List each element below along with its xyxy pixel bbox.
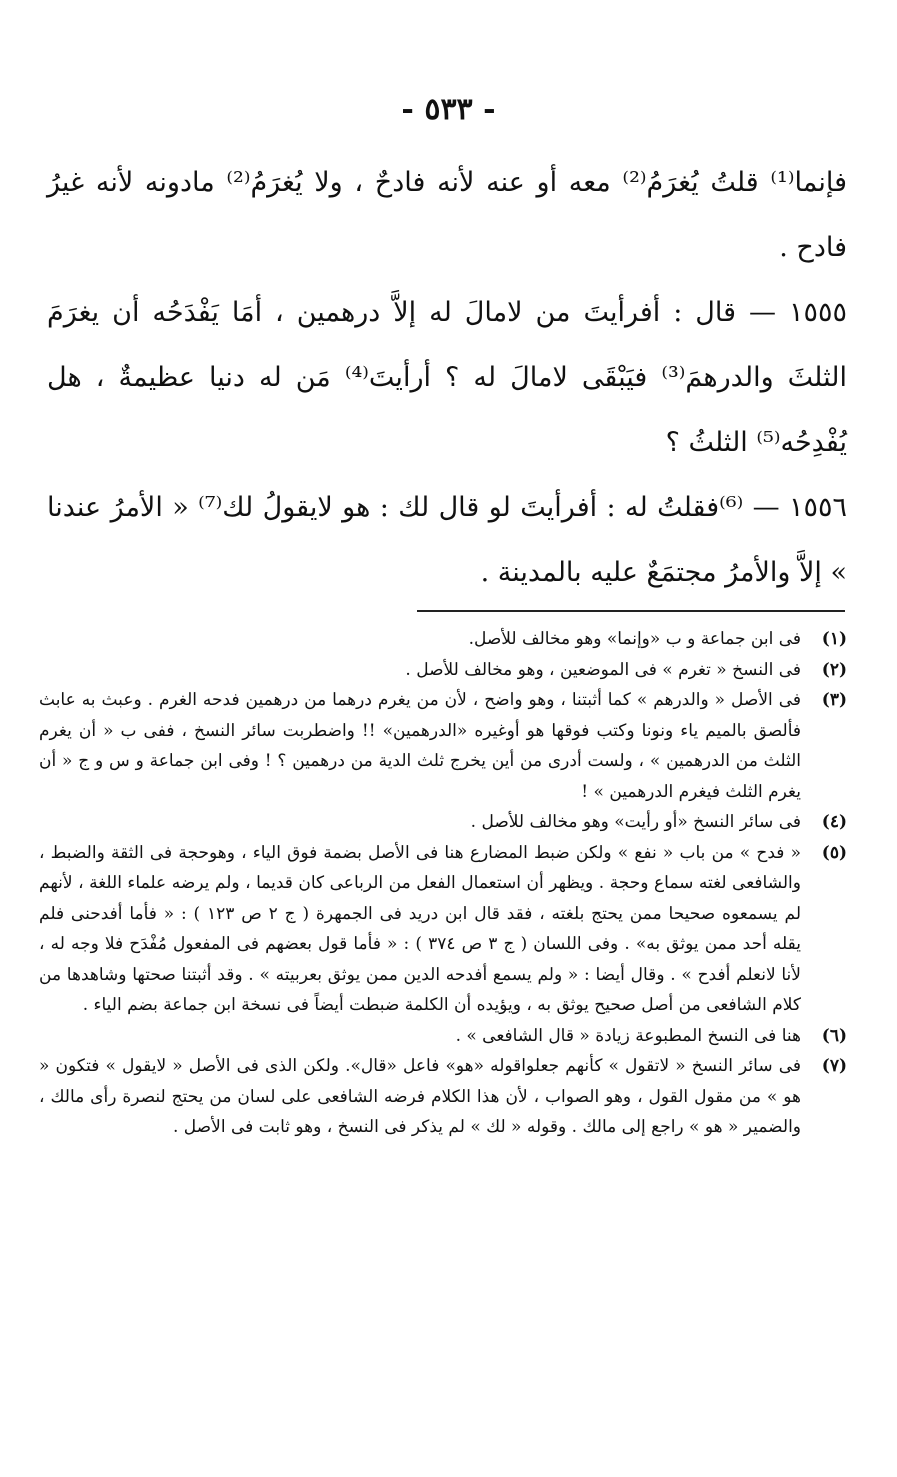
- footnote-number: (٤): [821, 812, 847, 832]
- main-text: [47, 150, 847, 605]
- footnotes: [39, 624, 847, 1143]
- footnote: [39, 1051, 847, 1143]
- footnote: [39, 1021, 847, 1052]
- footnote-number: (١): [821, 629, 847, 649]
- footnote-number: (٦): [821, 1025, 847, 1046]
- footnote: [39, 655, 847, 686]
- footnote: [39, 624, 847, 655]
- paragraph-1555: ١٥٥٥ — قال : أفرأيتَ من لامالَ له إلاَّ درهمين ، أمَا يَفْدَحُه أن يغرَمَ الثلثَ والدرهمَ⁽³⁾ فيَبْقَى لامالَ له ؟ أرأيتَ⁽⁴⁾ مَن له دنيا عظيمةٌ ، هل يُفْدِحُه⁽⁵⁾ الثلثُ ؟: [47, 297, 847, 458]
- footnote-text: فى ابن جماعة و ب «وإنما» وهو مخالف للأصل.: [468, 629, 801, 649]
- footnote-text: فى الأصل « والدرهم » كما أثبتنا ، وهو واضح ، لأن من يغرم درهما من درهمين فدحه الغرم . وعبث به عابث فألصق بالميم ياء ونونا وكتب فوقها هو أوغيره «الدرهمين» !! واضطربت سائر النسخ ، ففى ب « أن يغرم الثلث من الدرهمين » ، ولست أدرى من أين يخرج ثلث الدية من درهمين ؟ ! وفى ابن جماعة و س و ج « أن يغرم الثلث فيغرم الدرهمين » !: [39, 690, 801, 802]
- footnote: [39, 685, 847, 807]
- footnote-divider: [417, 610, 845, 612]
- page-number: - ٥٣٣ -: [401, 92, 496, 127]
- footnote: [39, 807, 847, 838]
- footnote-number: (٥): [821, 842, 847, 863]
- paragraph-1556: ١٥٥٦ — ⁽⁶⁾فقلتُ له : أفرأيتَ لو قال لك : هو لايقولُ لك⁽⁷⁾ « الأمرُ عندنا » إلاَّ والأمرُ مجتمَعٌ عليه بالمدينة .: [47, 492, 847, 588]
- paragraph: فإنما⁽¹⁾ قلتُ يُغرَمُ⁽²⁾ معه أو عنه لأنه فادحٌ ، ولا يُغرَمُ⁽²⁾ مادونه لأنه غيرُ فادح .: [47, 167, 847, 263]
- footnote-text: فى النسخ « تغرم » فى الموضعين ، وهو مخالف للأصل .: [405, 659, 801, 680]
- footnote-text: فى سائر النسخ «أو رأيت» وهو مخالف للأصل .: [470, 812, 801, 832]
- footnote-number: (٣): [821, 690, 847, 710]
- footnote-number: (٧): [821, 1056, 847, 1076]
- footnote: [39, 838, 847, 1021]
- footnote-text: فى سائر النسخ « لاتقول » كأنهم جعلواقوله «هو» فاعل «قال». ولكن الذى فى الأصل « لايقول » فتكون « هو » من مقول القول ، وهو الصواب ، لأن هذا الكلام فرضه الشافعى على لسان من يحتج لنصرة رأى مالك ، والضمير « هو » راجع إلى مالك . وقوله « لك » لم يذكر فى النسخ ، وهو ثابت فى الأصل .: [39, 1056, 801, 1137]
- footnote-number: (٢): [821, 659, 847, 680]
- footnote-text: « فدح » من باب « نفع » ولكن ضبط المضارع هنا فى الأصل بضمة فوق الياء ، وهوحجة فى الثقة والضبط ، والشافعى لغته سماع وحجة . ويظهر أن استعمال الفعل من الرباعى كان قديما ، ولم يرضه علماء اللغة ، لأنهم لم يسمعوه صحيحا ممن يحتج بلغته ، فقد قال ابن دريد فى الجمهرة ( ج ٢ ص ١٢٣ ) : « فأما أفدحنى فلم يقله أحد ممن يوثق به» . وفى اللسان ( ج ٣ ص ٣٧٤ ) : « فأما قول بعضهم فى المفعول مُفْدَح فلا وجه له ، لأنا لانعلم أفدح » . وقال أيضا : « ولم يسمع أفدحه الدين ممن يوثق بعربيته » . وقد أثبتنا صحتها وشاهدها من كلام الشافعى من أصل صحيح يوثق به ، ويؤيده أن الكلمة ضبطت أيضاً فى نسخة ابن جماعة بضم الياء .: [39, 842, 801, 1015]
- footnote-text: هنا فى النسخ المطبوعة زيادة « قال الشافعى » .: [455, 1025, 801, 1046]
